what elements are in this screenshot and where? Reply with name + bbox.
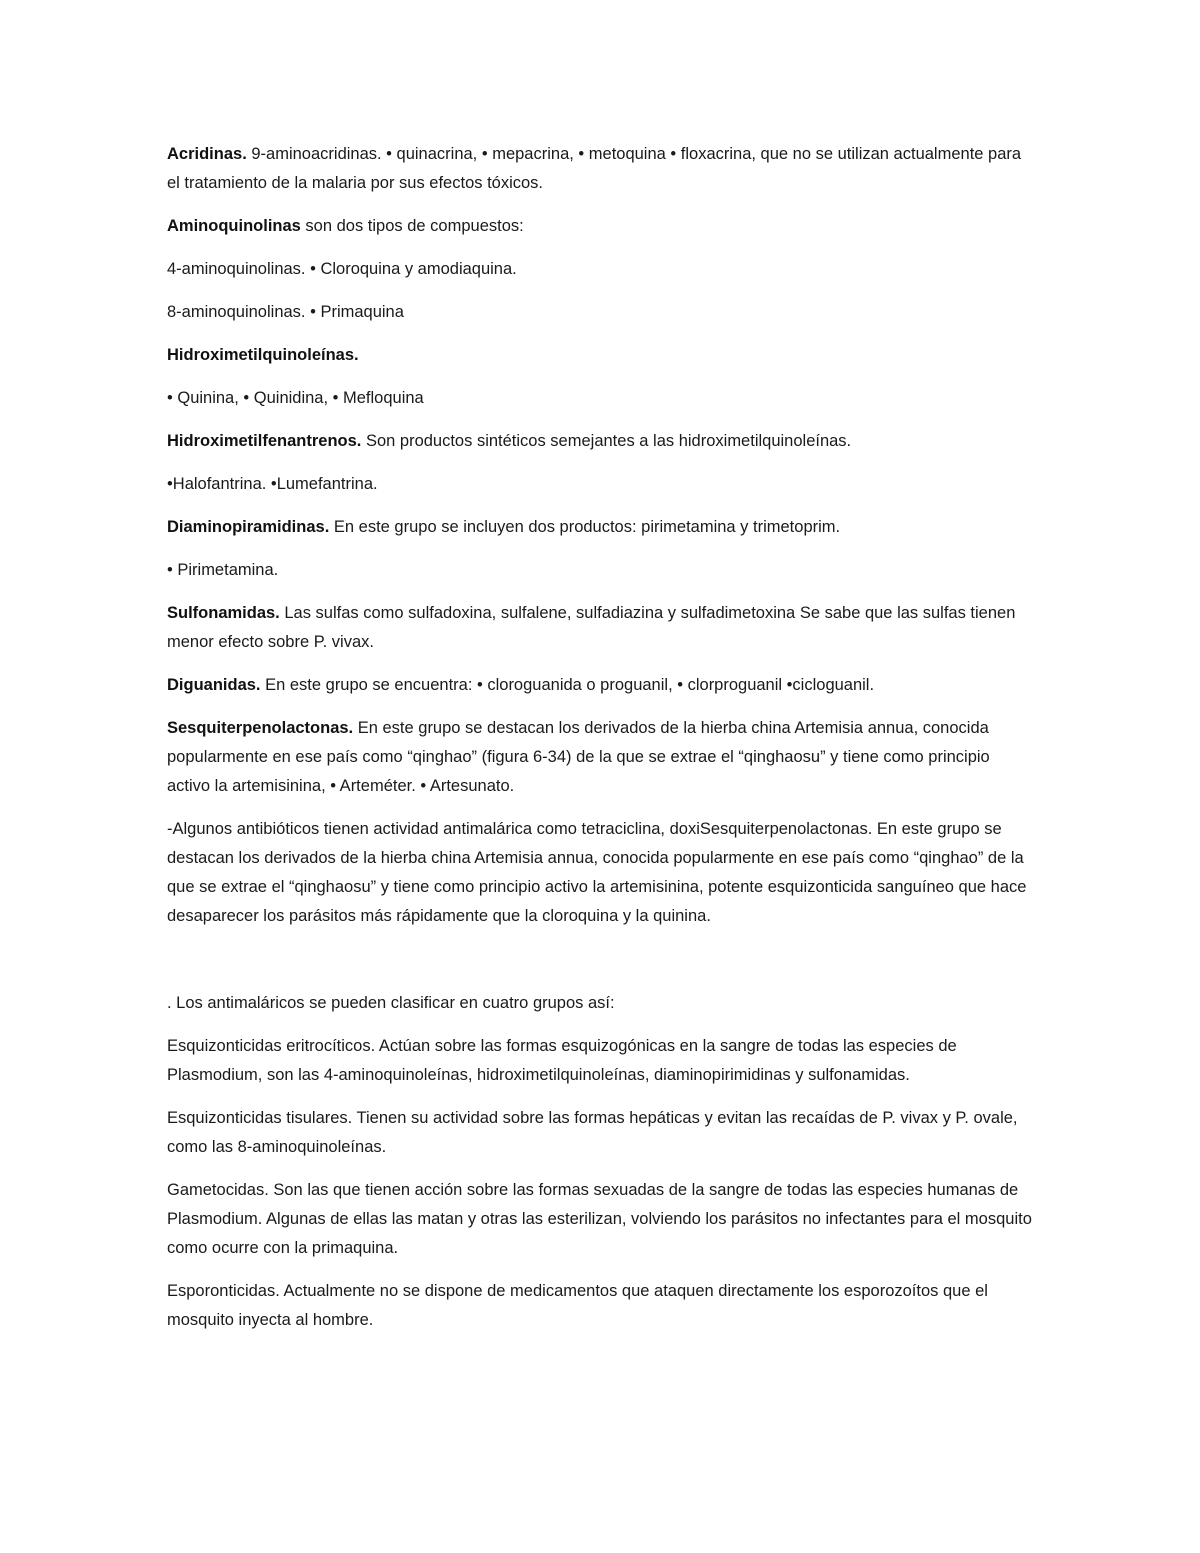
paragraph-esquizonticidas-tisulares: Esquizonticidas tisulares. Tienen su actividad sobre las formas hepáticas y evitan las recaídas de P. vivax y P. ovale, como las 8-aminoquinoleínas. (167, 1109, 1018, 1156)
heading-hidroximetilfenantrenos: Hidroximetilfenantrenos. (167, 432, 362, 450)
paragraph-pirimetamina-list: • Pirimetamina. (167, 561, 279, 579)
text-sesquiterpenolactonas: En este grupo se destacan los derivados de la hierba china Artemisia annua, conocida popularmente en ese país como “qinghao” (figura 6-34) de la que se extrae el “qinghaosu” y tiene como principio activo la artemisinina, • Arteméter. • Artesunato. (167, 719, 990, 795)
paragraph-groups-intro: . Los antimaláricos se pueden clasificar en cuatro grupos así: (167, 994, 615, 1012)
paragraph-acridinas (167, 140, 1037, 198)
text-aminoquinolinas: son dos tipos de compuestos: (300, 217, 524, 235)
section-spacer (167, 945, 1037, 989)
document-body (167, 140, 1037, 1349)
paragraph-diaminopiramidinas (167, 513, 1037, 542)
text-hidroximetilfenantrenos: Son productos sintéticos semejantes a las hidroximetilquinoleínas. (361, 432, 852, 450)
text-acridinas: 9-aminoacridinas. • quinacrina, • mepacrina, • metoquina • floxacrina, que no se utilizan actualmente para el tratamiento de la malaria por sus efectos tóxicos. (167, 145, 1022, 192)
paragraph-diguanidas (167, 671, 1037, 700)
paragraph-gametocidas: Gametocidas. Son las que tienen acción sobre las formas sexuadas de la sangre de todas las especies humanas de Plasmodium. Algunas de ellas las matan y otras las esterilizan, volviendo los parásitos no infectantes para el mosquito como ocurre con la primaquina. (167, 1181, 1032, 1257)
heading-diaminopiramidinas: Diaminopiramidinas. (167, 518, 330, 536)
paragraph-esquizonticidas-eritrociticos: Esquizonticidas eritrocíticos. Actúan sobre las formas esquizogónicas en la sangre de todas las especies de Plasmodium, son las 4-aminoquinoleínas, hidroximetilquinoleínas, diaminopirimidinas y sulfonamidas. (167, 1037, 957, 1084)
paragraph-sesquiterpenolactonas (167, 714, 1037, 801)
paragraph-esporonticidas: Esporonticidas. Actualmente no se dispone de medicamentos que ataquen directamente los esporozoítos que el mosquito inyecta al hombre. (167, 1282, 988, 1329)
paragraph-hidroximetilquinoleinas (167, 341, 1037, 370)
heading-diguanidas: Diguanidas. (167, 676, 261, 694)
paragraph-quinina-list: • Quinina, • Quinidina, • Mefloquina (167, 389, 424, 407)
paragraph-hidroximetilfenantrenos (167, 427, 1037, 456)
heading-aminoquinolinas: Aminoquinolinas (167, 217, 301, 235)
heading-sesquiterpenolactonas: Sesquiterpenolactonas. (167, 719, 354, 737)
paragraph-aminoquinolinas (167, 212, 1037, 241)
heading-sulfonamidas: Sulfonamidas. (167, 604, 280, 622)
paragraph-sulfonamidas (167, 599, 1037, 657)
text-diaminopiramidinas: En este grupo se incluyen dos productos: pirimetamina y trimetoprim. (329, 518, 841, 536)
heading-hidroximetilquinoleinas: Hidroximetilquinoleínas. (167, 346, 359, 364)
heading-acridinas: Acridinas. (167, 145, 247, 163)
text-sulfonamidas: Las sulfas como sulfadoxina, sulfalene, sulfadiazina y sulfadimetoxina Se sabe que las sulfas tienen menor efecto sobre P. vivax. (167, 604, 1016, 651)
paragraph-halofantrina-list: •Halofantrina. •Lumefantrina. (167, 475, 378, 493)
paragraph-8-aminoquinolinas: 8-aminoquinolinas. • Primaquina (167, 303, 404, 321)
paragraph-4-aminoquinolinas: 4-aminoquinolinas. • Cloroquina y amodiaquina. (167, 260, 517, 278)
paragraph-antibioticos: -Algunos antibióticos tienen actividad antimalárica como tetraciclina, doxiSesquiterpenolactonas. En este grupo se destacan los derivados de la hierba china Artemisia annua, conocida popularmente en ese país como “qinghao” de la que se extrae el “qinghaosu” y tiene como principio activo la artemisinina, potente esquizonticida sanguíneo que hace desaparecer los parásitos más rápidamente que la cloroquina y la quinina. (167, 820, 1027, 925)
text-diguanidas: En este grupo se encuentra: • cloroguanida o proguanil, • clorproguanil •cicloguanil. (260, 676, 875, 694)
